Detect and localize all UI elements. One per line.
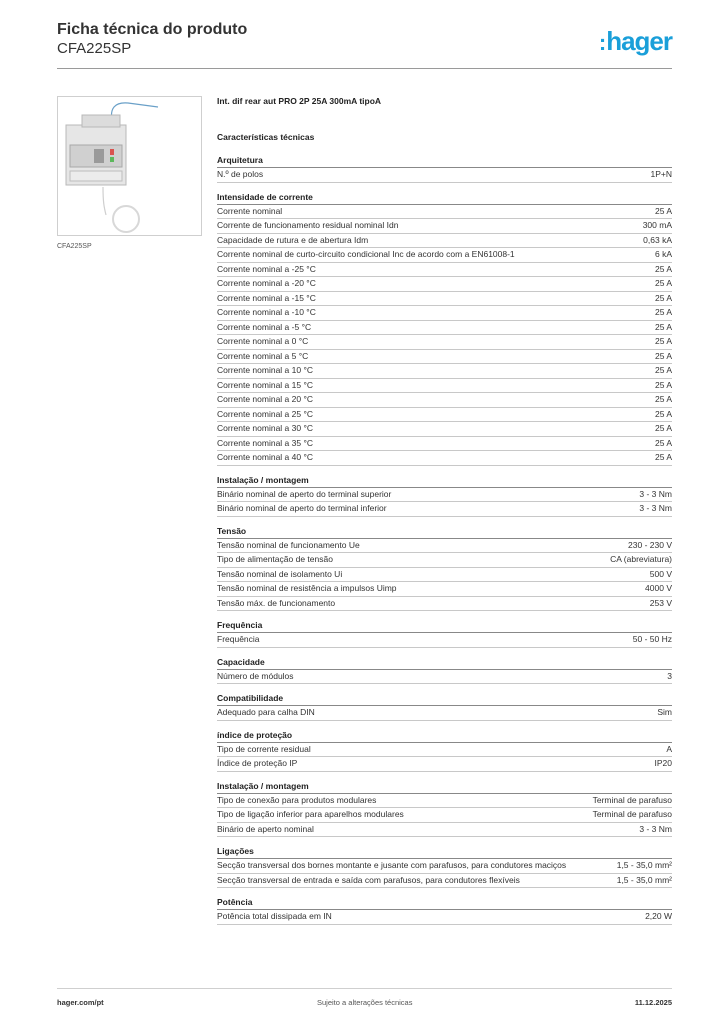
spec-section xyxy=(217,781,672,838)
spec-label: Corrente nominal a 30 °C xyxy=(217,423,314,433)
spec-row xyxy=(217,488,672,503)
spec-row xyxy=(217,277,672,292)
spec-value: IP20 xyxy=(654,758,672,768)
spec-row xyxy=(217,321,672,336)
section-title: Intensidade de corrente xyxy=(217,192,672,205)
spec-row xyxy=(217,859,672,874)
spec-row xyxy=(217,823,672,838)
section-title: Potência xyxy=(217,897,672,910)
spec-value: 25 A xyxy=(654,452,672,462)
product-code: CFA225SP xyxy=(57,40,132,57)
spec-value: 1P+N xyxy=(650,169,672,179)
spec-value: 25 A xyxy=(654,336,672,346)
spec-label: Corrente nominal a -15 °C xyxy=(217,292,316,303)
spec-value: 25 A xyxy=(654,205,672,216)
spec-sections xyxy=(217,155,672,925)
spec-value: 253 V xyxy=(649,597,672,608)
spec-row xyxy=(217,205,672,220)
spec-value: 25 A xyxy=(654,321,672,332)
spec-row xyxy=(217,168,672,183)
spec-row xyxy=(217,670,672,685)
spec-row xyxy=(217,874,672,889)
spec-value: 50 - 50 Hz xyxy=(632,634,672,644)
spec-row xyxy=(217,633,672,648)
spec-label: Capacidade de rutura e de abertura Idm xyxy=(217,234,369,245)
image-caption: CFA225SP xyxy=(57,243,92,250)
spec-row xyxy=(217,706,672,721)
spec-label: Corrente nominal a 15 °C xyxy=(217,379,314,390)
spec-section xyxy=(217,192,672,466)
spec-row xyxy=(217,597,672,612)
spec-label: Corrente nominal a 10 °C xyxy=(217,365,314,375)
spec-label: Corrente nominal a 5 °C xyxy=(217,350,309,361)
spec-value: Terminal de parafuso xyxy=(592,809,672,819)
spec-value: 25 A xyxy=(654,379,672,390)
section-title: Ligações xyxy=(217,846,672,859)
footer-date: 11.12.2025 xyxy=(634,998,672,1007)
spec-value: 25 A xyxy=(654,350,672,361)
spec-value: A xyxy=(666,743,672,754)
product-image xyxy=(57,96,202,236)
spec-row xyxy=(217,582,672,597)
spec-row xyxy=(217,408,672,423)
spec-row xyxy=(217,234,672,249)
page-header xyxy=(57,20,672,68)
section-title: Tensão xyxy=(217,526,672,539)
spec-section xyxy=(217,846,672,888)
product-name: Int. dif rear aut PRO 2P 25A 300mA tipoA xyxy=(217,96,382,106)
spec-label: Tipo de ligação inferior para aparelhos modulares xyxy=(217,809,404,819)
spec-value: 3 - 3 Nm xyxy=(639,823,672,834)
spec-row xyxy=(217,794,672,809)
section-title: Instalação / montagem xyxy=(217,475,672,488)
tech-heading: Características técnicas xyxy=(217,132,315,142)
spec-label: Tensão máx. de funcionamento xyxy=(217,597,336,608)
spec-label: Binário nominal de aperto do terminal superior xyxy=(217,488,392,499)
spec-row xyxy=(217,350,672,365)
spec-value: 25 A xyxy=(654,365,672,375)
spec-row xyxy=(217,743,672,758)
section-title: Instalação / montagem xyxy=(217,781,672,794)
spec-label: Corrente nominal a -20 °C xyxy=(217,278,316,288)
spec-label: Secção transversal dos bornes montante e jusante com parafusos, para condutores maciços xyxy=(217,860,567,870)
spec-row xyxy=(217,335,672,350)
spec-row xyxy=(217,568,672,583)
spec-value: CA (abreviatura) xyxy=(610,554,672,564)
spec-row xyxy=(217,364,672,379)
spec-section xyxy=(217,897,672,925)
header-divider xyxy=(57,68,672,69)
spec-value: 25 A xyxy=(654,408,672,419)
spec-row xyxy=(217,539,672,554)
spec-label: Potência total dissipada em IN xyxy=(217,911,332,921)
spec-label: Secção transversal de entrada e saída com parafusos, para condutores flexíveis xyxy=(217,874,520,885)
spec-value: 25 A xyxy=(654,423,672,433)
spec-row xyxy=(217,437,672,452)
spec-value: Terminal de parafuso xyxy=(592,794,672,805)
spec-content xyxy=(217,96,672,934)
spec-label: Corrente nominal a 25 °C xyxy=(217,408,314,419)
spec-label: Corrente nominal a -10 °C xyxy=(217,307,316,317)
spec-section xyxy=(217,475,672,517)
spec-label: Índice de proteção IP xyxy=(217,758,298,768)
section-title: Compatibilidade xyxy=(217,693,672,706)
spec-row xyxy=(217,910,672,925)
spec-row xyxy=(217,219,672,234)
section-title: Frequência xyxy=(217,620,672,633)
section-title: Capacidade xyxy=(217,657,672,670)
spec-section xyxy=(217,657,672,685)
spec-value: 25 A xyxy=(654,263,672,274)
spec-value: 3 - 3 Nm xyxy=(639,503,672,513)
spec-label: Tipo de conexão para produtos modulares xyxy=(217,794,377,805)
spec-value: 25 A xyxy=(654,278,672,288)
spec-value: 0,63 kA xyxy=(643,234,672,245)
spec-section xyxy=(217,526,672,612)
spec-label: Tensão nominal de resistência a impulsos Uimp xyxy=(217,583,397,593)
spec-row xyxy=(217,263,672,278)
spec-label: Corrente nominal a 20 °C xyxy=(217,394,314,404)
spec-label: Tensão nominal de isolamento Ui xyxy=(217,568,343,579)
spec-section xyxy=(217,620,672,648)
spec-label: Adequado para calha DIN xyxy=(217,707,315,717)
spec-label: Corrente nominal a -25 °C xyxy=(217,263,316,274)
spec-value: 2,20 W xyxy=(645,911,672,921)
spec-value: Sim xyxy=(657,707,672,717)
spec-label: Corrente nominal xyxy=(217,205,283,216)
spec-label: Binário nominal de aperto do terminal inferior xyxy=(217,503,387,513)
spec-value: 25 A xyxy=(654,292,672,303)
spec-row xyxy=(217,808,672,823)
spec-section xyxy=(217,693,672,721)
spec-value: 1,5 - 35,0 mm² xyxy=(616,860,672,870)
spec-label: Corrente nominal a -5 °C xyxy=(217,321,312,332)
spec-value: 25 A xyxy=(654,307,672,317)
section-title: índice de proteção xyxy=(217,730,672,743)
spec-row xyxy=(217,379,672,394)
spec-label: Corrente de funcionamento residual nominal Idn xyxy=(217,220,399,230)
footer-website[interactable]: hager.com/pt xyxy=(57,998,104,1007)
spec-row xyxy=(217,502,672,517)
spec-label: Binário de aperto nominal xyxy=(217,823,314,834)
spec-value: 25 A xyxy=(654,394,672,404)
spec-row xyxy=(217,451,672,466)
footer-notice: Sujeito a alterações técnicas xyxy=(317,998,413,1007)
spec-section xyxy=(217,730,672,772)
spec-value: 500 V xyxy=(649,568,672,579)
spec-label: Corrente nominal a 35 °C xyxy=(217,437,314,448)
spec-value: 300 mA xyxy=(642,220,672,230)
hager-logo: :hager xyxy=(598,26,672,56)
spec-label: Tipo de alimentação de tensão xyxy=(217,554,333,564)
spec-value: 230 - 230 V xyxy=(628,539,672,550)
spec-label: Corrente nominal a 40 °C xyxy=(217,452,314,462)
spec-label: Tipo de corrente residual xyxy=(217,743,311,754)
document-title: Ficha técnica do produto xyxy=(57,21,248,38)
spec-label: Corrente nominal a 0 °C xyxy=(217,336,309,346)
spec-value: 6 kA xyxy=(654,249,672,259)
spec-label: Corrente nominal de curto-circuito condicional Inc de acordo com a EN61008-1 xyxy=(217,249,515,259)
spec-value: 3 xyxy=(667,670,672,681)
spec-value: 1,5 - 35,0 mm² xyxy=(616,874,672,885)
spec-label: Número de módulos xyxy=(217,670,294,681)
section-title: Arquitetura xyxy=(217,155,672,168)
spec-value: 25 A xyxy=(654,437,672,448)
spec-row xyxy=(217,393,672,408)
spec-row xyxy=(217,553,672,568)
spec-row xyxy=(217,306,672,321)
spec-label: Tensão nominal de funcionamento Ue xyxy=(217,539,360,550)
footer-divider xyxy=(57,988,672,989)
spec-row xyxy=(217,422,672,437)
spec-value: 3 - 3 Nm xyxy=(639,488,672,499)
spec-label: Frequência xyxy=(217,634,260,644)
spec-value: 4000 V xyxy=(645,583,672,593)
spec-row xyxy=(217,292,672,307)
spec-section xyxy=(217,155,672,183)
spec-label: N.º de polos xyxy=(217,169,264,179)
spec-row xyxy=(217,248,672,263)
spec-row xyxy=(217,757,672,772)
